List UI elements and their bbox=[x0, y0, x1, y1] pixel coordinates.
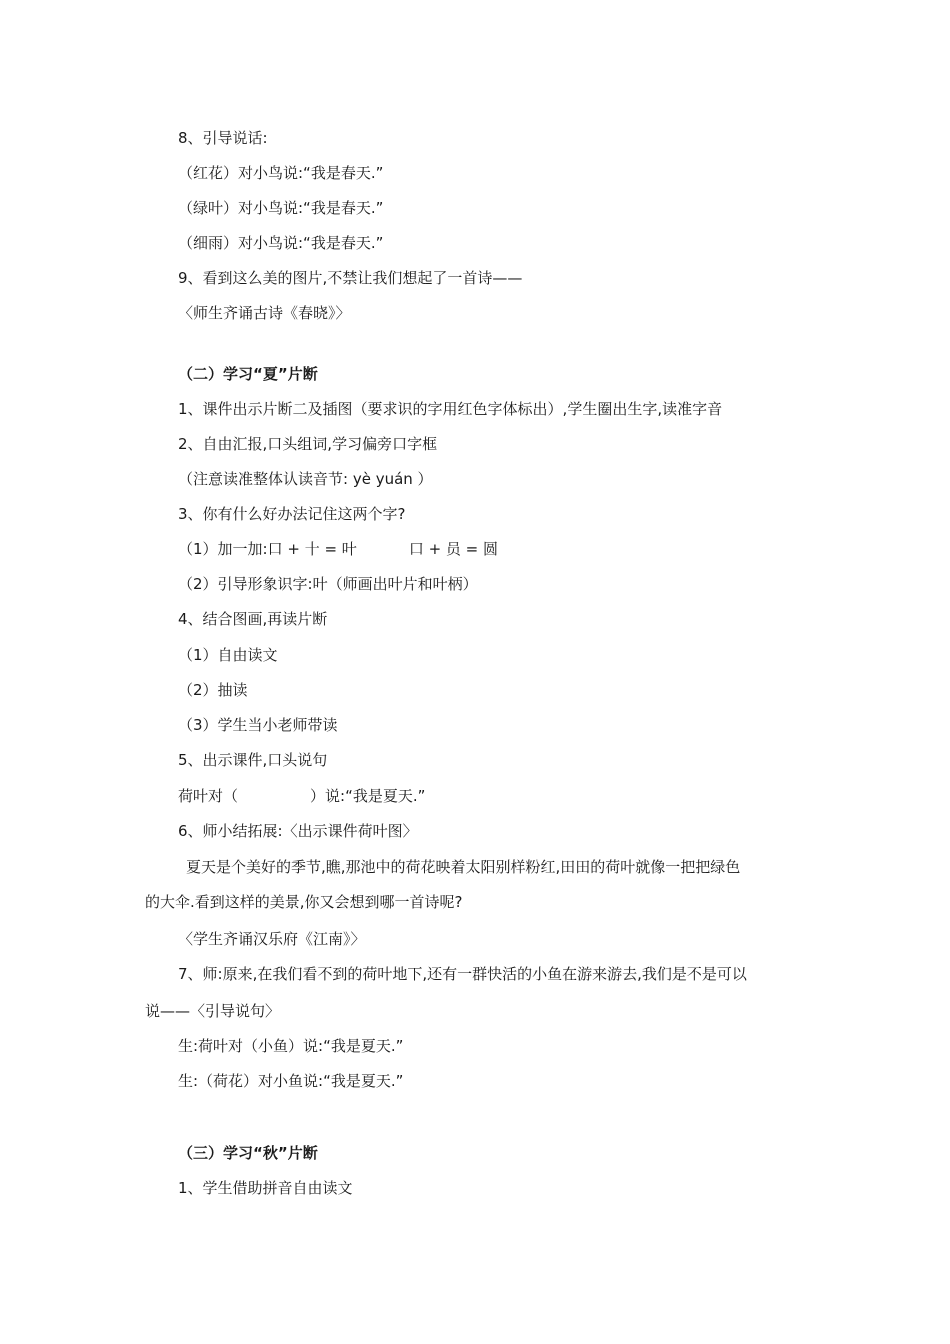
autumn-item-1: 1、学生借助拼音自由读文 bbox=[178, 1179, 353, 1197]
sentence-drizzle: （细雨）对小鸟说:“我是春天.” bbox=[178, 234, 384, 252]
summer-item-5: 5、出示课件,口头说句 bbox=[178, 751, 328, 769]
summer-item-7-line-2: 说——〈引导说句〉 bbox=[145, 1002, 281, 1020]
summer-item-6: 6、师小结拓展:〈出示课件荷叶图〉 bbox=[178, 822, 418, 840]
poem-line: 〈师生齐诵古诗《春晓》〉 bbox=[178, 304, 351, 322]
read-step-2: （2）抽读 bbox=[178, 681, 248, 699]
poem-line-2: 〈学生齐诵汉乐府《江南》〉 bbox=[178, 930, 366, 948]
summer-item-4: 4、结合图画,再读片断 bbox=[178, 610, 328, 628]
item-9: 9、看到这么美的图片,不禁让我们想起了一首诗—— bbox=[178, 269, 523, 287]
summer-item-2: 2、自由汇报,口头组词,学习偏旁口字框 bbox=[178, 435, 438, 453]
summary-paragraph-line-1: 夏天是个美好的季节,瞧,那池中的荷花映着太阳别样粉红,田田的荷叶就像一把把绿色 bbox=[186, 858, 741, 876]
summer-item-7-line-1: 7、师:原来,在我们看不到的荷叶地下,还有一群快活的小鱼在游来游去,我们是不是可以 bbox=[178, 965, 747, 983]
fill-prefix: 荷叶对（ bbox=[178, 787, 239, 805]
add-yuan: 口 + 员 = 圆 bbox=[408, 540, 499, 558]
section-heading-summer: （二）学习“夏”片断 bbox=[178, 365, 318, 383]
student-sentence-2: 生:（荷花）对小鱼说:“我是夏天.” bbox=[178, 1072, 404, 1090]
student-sentence-1: 生:荷叶对（小鱼）说:“我是夏天.” bbox=[178, 1037, 404, 1055]
summer-item-1: 1、课件出示片断二及插图（要求识的字用红色字体标出）,学生圈出生字,读准字音 bbox=[178, 400, 723, 418]
sentence-green-leaf: （绿叶）对小鸟说:“我是春天.” bbox=[178, 199, 384, 217]
fill-in-sentence bbox=[178, 786, 425, 806]
shape-method: （2）引导形象识字:叶（师画出叶片和叶柄） bbox=[178, 575, 478, 593]
read-step-1: （1）自由读文 bbox=[178, 646, 278, 664]
summer-item-3: 3、你有什么好办法记住这两个字? bbox=[178, 505, 406, 523]
item-8: 8、引导说话: bbox=[178, 129, 268, 147]
add-ye: （1）加一加:口 + 十 = 叶 bbox=[178, 540, 357, 558]
add-method-line bbox=[178, 539, 498, 559]
read-step-3: （3）学生当小老师带读 bbox=[178, 716, 338, 734]
summary-paragraph-line-2: 的大伞.看到这样的美景,你又会想到哪一首诗呢? bbox=[145, 893, 463, 911]
section-heading-autumn: （三）学习“秋”片断 bbox=[178, 1144, 318, 1162]
fill-suffix: ）说:“我是夏天.” bbox=[310, 787, 426, 805]
pinyin-note: （注意读准整体认读音节: yè yuán ） bbox=[178, 470, 433, 488]
sentence-red-flower: （红花）对小鸟说:“我是春天.” bbox=[178, 164, 384, 182]
